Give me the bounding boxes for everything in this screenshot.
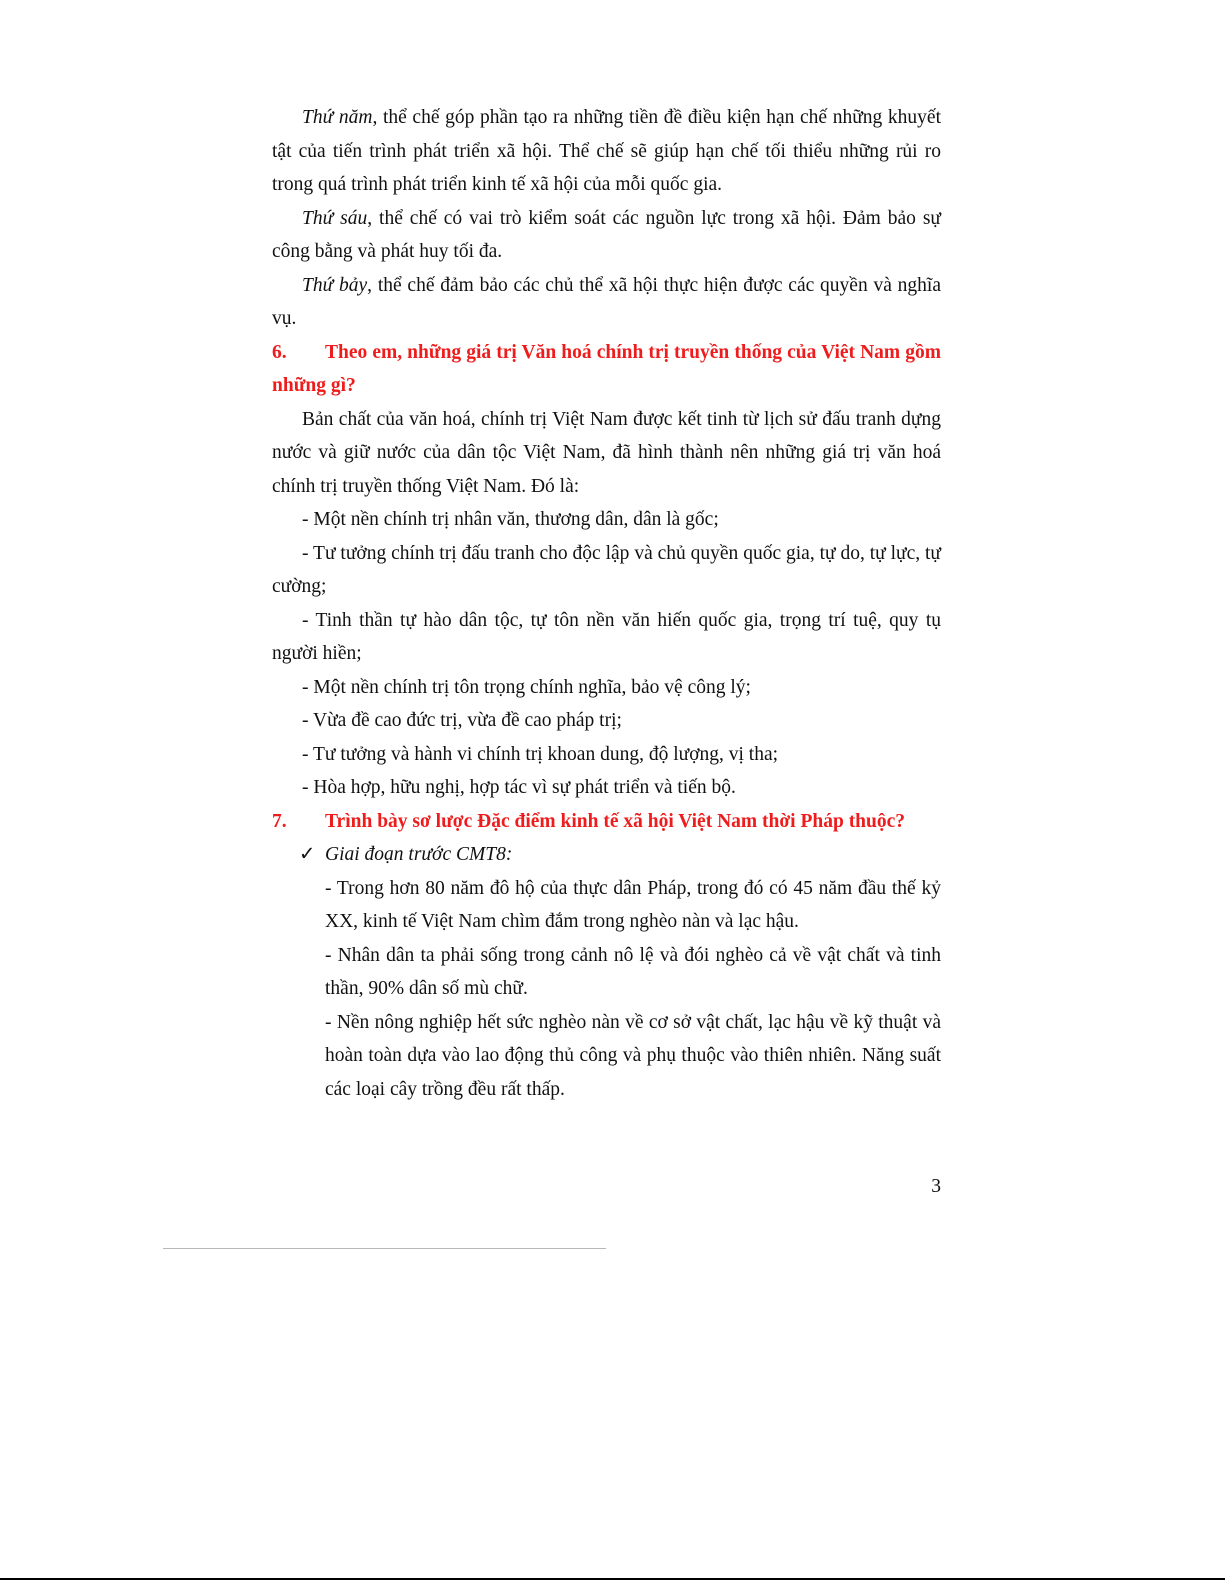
- paragraph-text: , thể chế có vai trò kiểm soát các nguồn lực trong xã hội. Đảm bảo sự công bằng và phát huy tối đa.: [272, 207, 941, 262]
- paragraph-lead: Thứ năm: [302, 107, 373, 128]
- paragraph-text: , thể chế đảm bảo các chủ thể xã hội thực hiện được các quyền và nghĩa vụ.: [272, 274, 941, 329]
- section-7-heading: [272, 805, 941, 839]
- footnote-divider: [163, 1248, 606, 1249]
- section-number: 7.: [272, 810, 287, 832]
- list-item: - Một nền chính trị nhân văn, thương dân, dân là gốc;: [302, 509, 719, 530]
- section-title: Trình bày sơ lược Đặc điểm kinh tế xã hội Việt Nam thời Pháp thuộc?: [325, 810, 906, 832]
- checkmark-icon: ✓: [299, 844, 316, 865]
- paragraph-thu-nam: [272, 101, 941, 202]
- list-item: - Một nền chính trị tôn trọng chính nghĩa, bảo vệ công lý;: [302, 676, 751, 698]
- list-item: - Tư tưởng chính trị đấu tranh cho độc lập và chủ quyền quốc gia, tự do, tự lực, tự cường;: [272, 542, 941, 597]
- section-title: Theo em, những giá trị Văn hoá chính trị truyền thống của Việt Nam gồm những gì?: [272, 341, 941, 396]
- list-item: - Hòa hợp, hữu nghị, hợp tác vì sự phát triển và tiến bộ.: [302, 777, 736, 798]
- paragraph-thu-sau: [272, 202, 941, 269]
- paragraph-lead: Thứ sáu: [302, 207, 368, 229]
- paragraph-lead: Thứ bảy: [302, 274, 368, 296]
- paragraph-thu-bay: [272, 269, 941, 336]
- page-bottom-border: [0, 1578, 1225, 1580]
- page-number: 3: [931, 1176, 941, 1197]
- list-item: - Nền nông nghiệp hết sức nghèo nàn về cơ sở vật chất, lạc hậu về kỹ thuật và hoàn toàn dựa vào lao động thủ công và phụ thuộc vào thiên nhiên. Năng suất các loại cây trồng đều rất thấp.: [325, 1011, 941, 1100]
- section-6-heading: [272, 336, 941, 403]
- list-item: - Trong hơn 80 năm đô hộ của thực dân Pháp, trong đó có 45 năm đầu thế kỷ XX, kinh tế Việt Nam chìm đắm trong nghèo nàn và lạc hậu.: [325, 877, 941, 932]
- period-label: Giai đoạn trước CMT8:: [325, 844, 513, 865]
- section-6-intro: Bản chất của văn hoá, chính trị Việt Nam được kết tinh từ lịch sử đấu tranh dựng nước và giữ nước của dân tộc Việt Nam, đã hình thành nên những giá trị văn hoá chính trị truyền thống Việt Nam. Đó là:: [272, 408, 941, 497]
- section-number: 6.: [272, 341, 287, 363]
- list-item: - Tư tưởng và hành vi chính trị khoan dung, độ lượng, vị tha;: [302, 743, 779, 765]
- list-item: - Nhân dân ta phải sống trong cảnh nô lệ và đói nghèo cả về vật chất và tinh thần, 90% dân số mù chữ.: [325, 944, 941, 999]
- period-label-row: [272, 838, 941, 872]
- paragraph-text: , thể chế góp phần tạo ra những tiền đề điều kiện hạn chế những khuyết tật của tiến trình phát triển xã hội. Thể chế sẽ giúp hạn chế tối thiểu những rủi ro trong quá trình phát triển kinh tế xã hội của mỗi quốc gia.: [272, 107, 941, 195]
- list-item: - Tinh thần tự hào dân tộc, tự tôn nền văn hiến quốc gia, trọng trí tuệ, quy tụ người hiền;: [272, 609, 941, 664]
- page-content: [272, 101, 941, 1106]
- list-item: - Vừa đề cao đức trị, vừa đề cao pháp trị;: [302, 710, 622, 731]
